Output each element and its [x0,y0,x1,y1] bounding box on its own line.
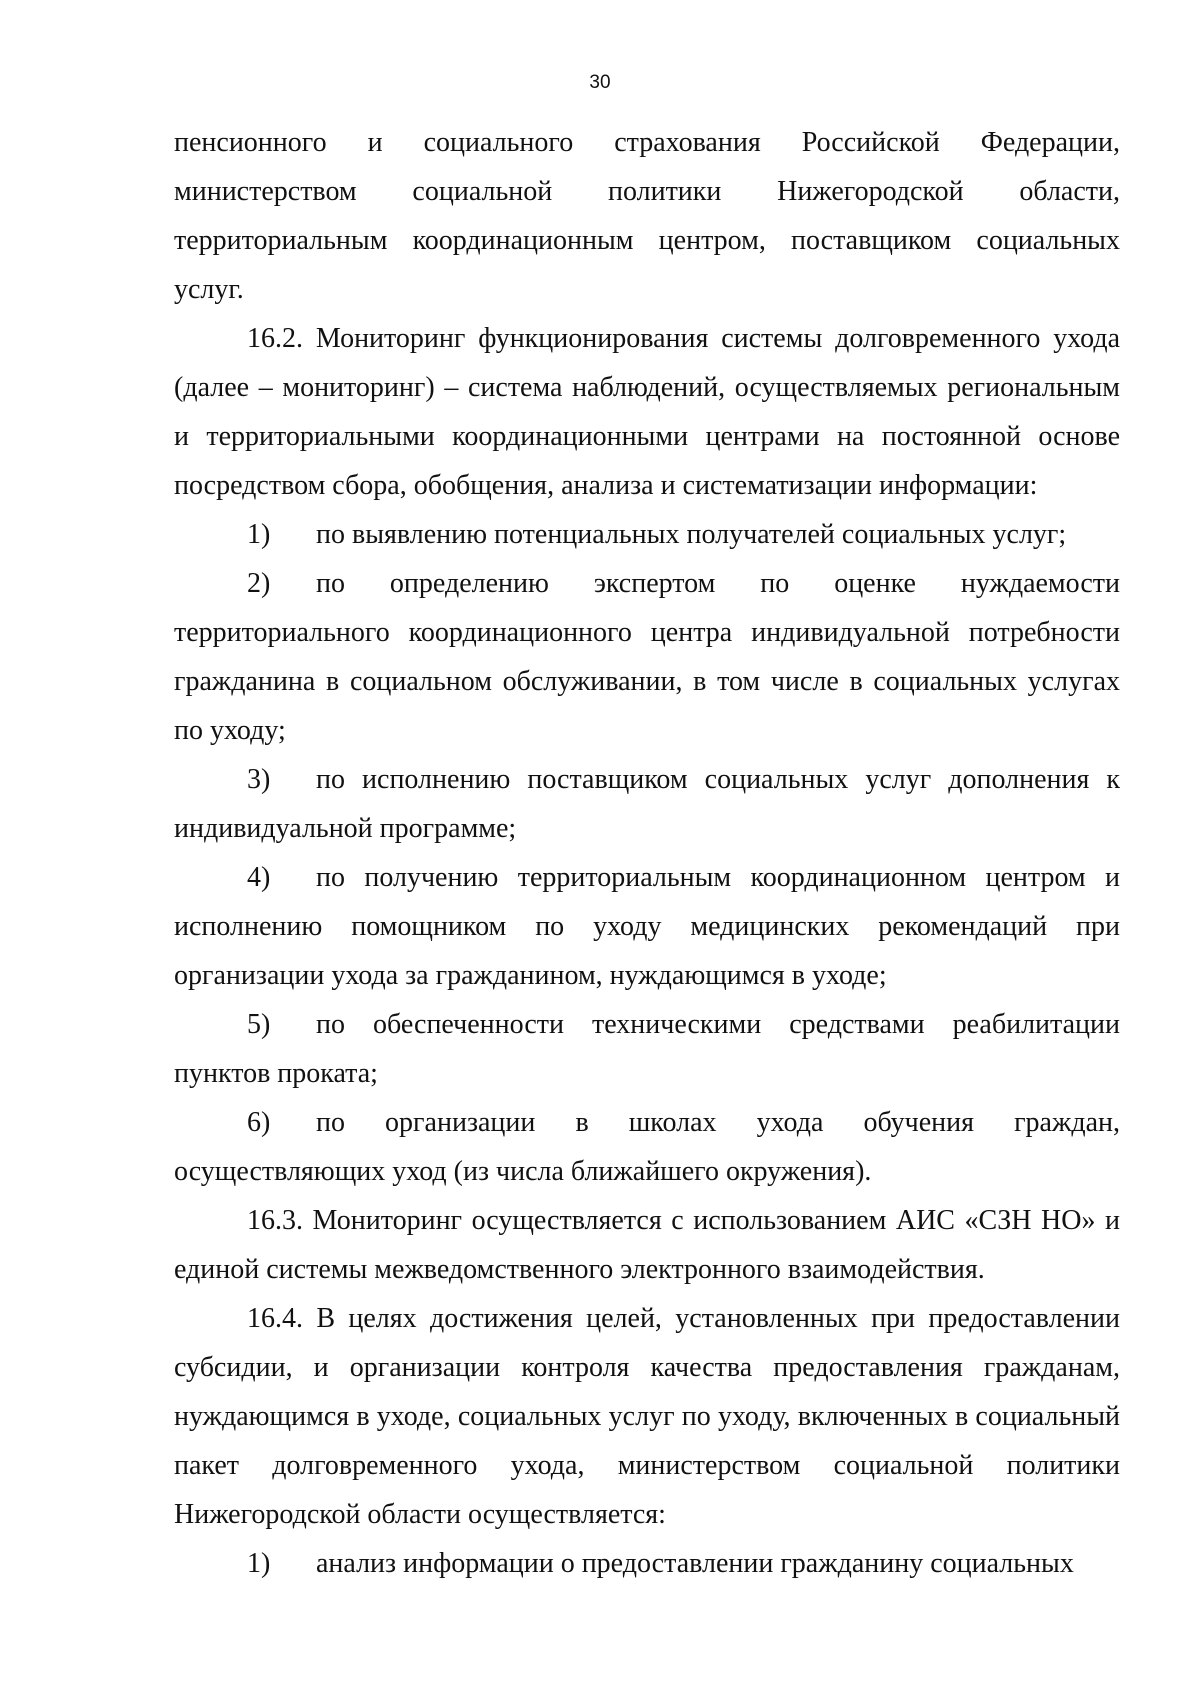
list-item-number: 1) [247,519,271,550]
list-item-number: 6) [247,1107,271,1138]
list-item-number: 5) [247,1009,271,1040]
list-item-2 [174,559,1120,755]
page-number: 30 [589,72,611,93]
list-item-4 [174,853,1120,1000]
paragraph-16-4: 16.4. В целях достижения целей, установленных при предоставлении субсидии, и организации контроля качества предоставления гражданам, нуждающимся в уходе, социальных услуг по уходу, включенных в социальный пакет долговременного ухода, министерством социальной политики Нижегородской области осуществляется: [174,1303,1120,1530]
document-body [174,118,1120,1588]
list-item-number: 2) [247,568,271,599]
list-item-text: по исполнению поставщиком социальных услуг дополнения к индивидуальной программе; [174,764,1120,844]
list-item-text: по организации в школах ухода обучения граждан, осуществляющих уход (из числа ближайшего окружения). [174,1107,1120,1187]
list-item-6 [174,1098,1120,1196]
list-item-number: 4) [247,862,271,893]
list-item-text: по получению территориальным координационном центром и исполнению помощником по уходу медицинских рекомендаций при организации ухода за гражданином, нуждающимся в уходе; [174,862,1120,991]
list-item-text: по определению экспертом по оценке нуждаемости территориального координационного центра индивидуальной потребности гражданина в социальном обслуживании, в том числе в социальных услугах по уходу; [174,568,1120,746]
list-item-text: анализ информации о предоставлении гражданину социальных [316,1548,1074,1579]
list-item-1-continued [174,1539,1120,1588]
paragraph-16-3: 16.3. Мониторинг осуществляется с использованием АИС «СЗН НО» и единой системы межведомственного электронного взаимодействия. [174,1205,1120,1285]
list-item-5 [174,1000,1120,1098]
list-item-number: 3) [247,764,271,795]
list-item-number: 1) [247,1548,271,1579]
paragraph-continuation: пенсионного и социального страхования Российской Федерации, министерством социальной политики Нижегородской области, территориальным координационным центром, поставщиком социальных услуг. [174,127,1120,305]
list-item-text: по обеспеченности техническими средствами реабилитации пунктов проката; [174,1009,1120,1089]
list-item-3 [174,755,1120,853]
list-item-text: по выявлению потенциальных получателей социальных услуг; [316,519,1067,550]
list-item-1 [174,510,1120,559]
paragraph-16-2: 16.2. Мониторинг функционирования системы долговременного ухода (далее – мониторинг) – система наблюдений, осуществляемых региональным и территориальными координационными центрами на постоянной основе посредством сбора, обобщения, анализа и систематизации информации: [174,323,1120,501]
